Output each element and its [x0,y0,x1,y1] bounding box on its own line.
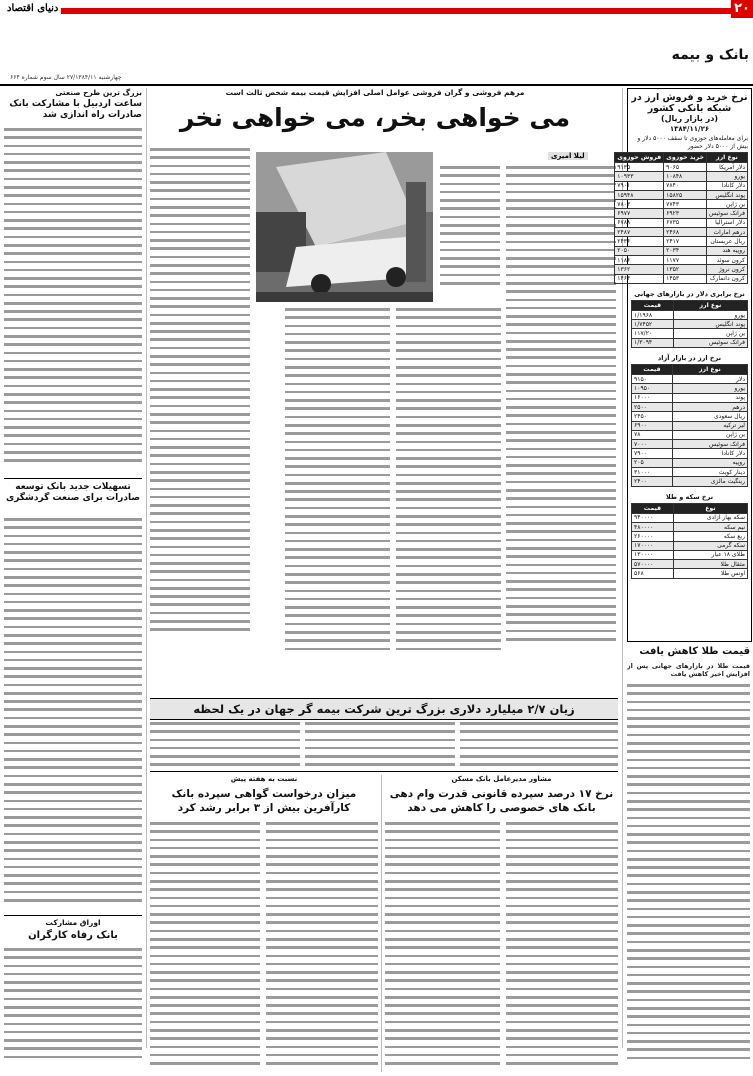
gold-cell: ۵۷۰۰۰۰ [632,560,674,569]
banner-text-1 [460,722,618,768]
rates3-cell: ین ژاپن [672,430,747,439]
rates-cell: ریال عربستان [706,237,747,246]
gold-cell: سکه بهار آزادی [673,513,747,522]
rates2-cell: یورو [673,310,747,319]
rates3-cell: یورو [672,384,747,393]
gold-row [632,513,748,522]
rates3-row [632,430,748,439]
sidebar-title-2: تسهیلات جدید بانک توسعه صادرات برای صنعت گردشگری [5,482,141,503]
gold-title: نرخ سکه و طلا [665,492,714,501]
bottom-divider [381,775,382,1072]
rates3-cell: ۶۹۰۰ [632,421,673,430]
rates-box [617,88,752,642]
bottom-left-text-1 [266,822,378,1072]
banner-text-2 [305,722,455,768]
author-line: لیلا امیری [548,152,588,160]
rates3-cell: روپیه [672,458,747,467]
rates3-header-price: قیمت [632,365,673,375]
rates3-cell: ۲۴۵۰ [632,412,673,421]
rates-cell: ۱۵۸۲۵ [664,190,707,199]
rates-cell: کرون دانمارک [706,274,747,283]
rates3-row [632,449,748,458]
gold-cell: نیم سکه [673,522,747,531]
rates-cell: ۷۸۴۰ [664,181,707,190]
rates-row [615,228,748,237]
rates3-cell: ۲۰۵ [632,458,673,467]
rates-cell: ۲۴۶۸ [664,228,707,237]
issue-line: چهارشنبه ۲۷/۱۳۸۴/۱۱ سال سوم شماره ۶۶۴ [10,74,122,81]
rates3-cell: درهم [672,402,747,411]
rates3-cell: ۷۹۰۰ [632,449,673,458]
rates3-cell: ۱۶۰۰۰ [632,393,673,402]
gold-cell: ۲۶۰۰۰۰ [632,532,674,541]
rates-cell: درهم امارات [706,228,747,237]
rates-row [615,265,748,274]
rates-row [615,190,748,199]
section-title: بانک و بیمه [671,47,749,63]
rates-row [615,246,748,255]
rates-date: ۱۳۸۴/۱۱/۲۶ [669,125,710,133]
gold-cell: ۱۳۰۰۰۰ [632,550,674,559]
rates3-row [632,440,748,449]
gold-row [632,550,748,559]
lead-column-6 [256,308,281,318]
rates-cell: ۲۰۵۰ [615,246,664,255]
rates-cell: ۱۱۸۶ [615,255,664,264]
rates3-cell: ۲۵۰۰ [632,402,673,411]
rates-cell: ۲۴۱۷ [664,237,707,246]
gold-cell: مثقال طلا [673,560,747,569]
rates3-cell: دلار کانادا [672,449,747,458]
rates2-cell: ین ژاپن [673,329,747,338]
red-rule [21,8,731,14]
masthead-bar [0,0,753,20]
rates2-cell: ۱/۳۰۹۴ [632,338,674,347]
sidebar-title-3: بانک رفاه کارگران [28,930,118,941]
rates3-cell: لیر ترکیه [672,421,747,430]
gold-row [632,532,748,541]
rates3-cell: دلار [672,375,747,384]
rates3-row [632,375,748,384]
rates-cell: ۷۸۰۳ [615,200,664,209]
page-number: ۲۰ [734,1,750,16]
sidebar-rule-2 [4,915,142,916]
rates3-cell: ۲۴۰۰ [632,477,673,486]
sidebar-text-2 [4,518,142,913]
rates2-title: نرخ برابری دلار در بازارهای جهانی [634,289,745,298]
rates2-cell: فرانک سوئیس [673,338,747,347]
gold-story-lead: قیمت طلا در بازارهای جهانی پس از افزایش اخیر کاهش یافت [627,662,750,679]
rates-header-buy: خرید حوزوی [664,153,707,163]
rates-cell: ۱۴۵۳ [664,274,707,283]
rates-cell: ۱۰۹۳۳ [615,172,664,181]
rates3-row [632,468,748,477]
bottom-right-kicker: مشاور مدیرعامل بانک مسکن [451,775,552,783]
lead-column-2 [506,166,616,696]
rates-header-currency: نوع ارز [706,153,747,163]
bottom-left-headline: میزان درخواست گواهی سپرده بانک کارآفرین بیش از ۳ برابر رشد کرد [171,788,357,814]
rates-row [615,218,748,227]
gold-row [632,541,748,550]
page-number-box [731,0,753,18]
rates-cell: دلار استرالیا [706,218,747,227]
rates3-cell: ۷۰۰۰ [632,440,673,449]
bottom-right-text-2 [385,822,500,1072]
banner-box [150,698,618,720]
gold-header-price: قیمت [632,503,674,513]
rates3-row [632,402,748,411]
rates-cell: ۶۹۷۷ [615,209,664,218]
rates-title: نرخ خرید و فروش ارز در شبکه بانکی کشور [631,92,748,114]
rates3-title: نرخ ارز در بازار آزاد [657,354,722,363]
rates3-cell: ۳۱۰۰۰ [632,468,673,477]
gold-cell: ربع سکه [673,532,747,541]
rates-row [615,200,748,209]
rates3-header-currency: نوع ارز [672,365,747,375]
rates-cell: ین ژاپن [706,200,747,209]
banner-headline: زیان ۲/۷ میلیارد دلاری بزرگ ترین شرکت بیمه گر جهان در یک لحظه [193,702,575,716]
gold-cell: سکه گرمی [673,541,747,550]
section-rule [0,84,753,86]
rates-row [615,237,748,246]
rates3-row [632,458,748,467]
gold-header-type: نوع [673,503,747,513]
rates-row [615,163,748,172]
rates-cell: ۲۴۳۶ [615,237,664,246]
rates3-table [631,364,748,487]
paper-name: دنیای اقتصاد [4,3,61,14]
rates-header-sell: فروش حوزوی [615,153,664,163]
lead-column-4 [285,308,390,696]
rates2-cell: ۱/۷۴۵۲ [632,320,674,329]
rates3-cell: فرانک سوئیس [672,440,747,449]
rates2-row [632,338,748,347]
sidebar-text-3 [4,948,142,1072]
rates-cell: کرون سوئد [706,255,747,264]
sidebar-rule-1 [4,478,142,479]
rates2-cell: ۱/۱۹۶۸ [632,310,674,319]
rates-cell: ۱۳۵۲ [664,265,707,274]
rates3-row [632,412,748,421]
lead-column-5 [150,148,250,696]
rates2-header-price: قیمت [632,300,674,310]
sidebar-title-1: ساعت اردبیل با مشارکت بانک صادرات راه اندازی شد [9,99,142,120]
rates-cell: ۲۴۸۷ [615,228,664,237]
rates-cell: دلار کانادا [706,181,747,190]
bottom-left-text-2 [150,822,260,1072]
rates-cell: ۱۳۶۲ [615,265,664,274]
rates-row [615,274,748,283]
gold-cell: ۱۷۰۰۰۰ [632,541,674,550]
rates-cell: یورو [706,172,747,181]
gold-row [632,569,748,578]
banner-bottom-rule [150,771,618,772]
rates2-table [631,300,748,348]
rates3-row [632,393,748,402]
lead-column-3 [396,308,501,696]
gold-story-headline: قیمت طلا کاهش یافت [639,646,750,657]
gold-cell: طلای ۱۸ عیار [673,550,747,559]
rates-cell: ۷۹۰۱ [615,181,664,190]
rates-cell: ۶۷۸۸ [615,218,664,227]
lead-headline: می خواهی بخر، می خواهی نخر [179,103,571,132]
sidebar-kicker-3: اوراق مشارکت [45,918,101,927]
rates-cell: روپیه هند [706,246,747,255]
rates-cell: ۹۱۳۵ [615,163,664,172]
rates2-row [632,310,748,319]
rates3-row [632,477,748,486]
gold-row [632,522,748,531]
bottom-left-kicker: نسبت به هفته پیش [230,775,298,783]
sidebar-kicker-1: بزرگ ترین طرح صنعتی [55,88,142,97]
rates-row [615,172,748,181]
banner-text-3 [150,722,300,768]
rates-cell: ۶۷۳۵ [664,218,707,227]
rates3-cell: ۱۰۹۵۰ [632,384,673,393]
col-divider-1 [146,88,147,1048]
rates-row [615,209,748,218]
rates-subtitle: (در بازار ریال) [660,114,719,123]
rates-note: برای معامله‌های حوزوی تا سقف ۵۰۰۰ دلار و بیش از ۵۰۰۰ دلار حضور [637,135,748,150]
rates3-cell: ریال سعودی [672,412,747,421]
rates-row [615,255,748,264]
rates2-row [632,329,748,338]
rates-cell: ۹۰۶۵ [664,163,707,172]
rates3-cell: دینار کویت [672,468,747,477]
rates2-header-currency: نوع ارز [673,300,747,310]
rates-cell: دلار آمریکا [706,163,747,172]
rates2-row [632,320,748,329]
gold-cell: ۴۸۰۰۰۰ [632,522,674,531]
rates-cell: ۱۴۶۴ [615,274,664,283]
gold-table [631,503,748,579]
gold-story-text [627,684,750,1072]
rates2-cell: پوند انگلیس [673,320,747,329]
rates-cell: پوند انگلیس [706,190,747,199]
rates-cell: ۷۷۴۳ [664,200,707,209]
rates3-row [632,384,748,393]
rates-cell: کرون نروژ [706,265,747,274]
sidebar-text-1 [4,128,142,473]
rates-table [614,152,748,284]
gold-row [632,560,748,569]
gold-cell: اونس طلا [673,569,747,578]
rates-cell: ۱۵۹۴۸ [615,190,664,199]
rates2-cell: ۱۱۷/۲۰ [632,329,674,338]
rates3-cell: رینگیت مالزی [672,477,747,486]
bottom-right-text-1 [506,822,618,1072]
rates-cell: ۶۹۲۳ [664,209,707,218]
lead-photo [256,152,433,302]
rates3-cell: ۹۱۵۰ [632,375,673,384]
rates-cell: ۲۰۳۴ [664,246,707,255]
lead-kicker: مرهم فروشی و گران فروشی عوامل اصلی افزایش قیمت بیمه شخص ثالث است [225,88,525,97]
rates-cell: ۱۰۸۴۸ [664,172,707,181]
gold-cell: ۵۶۸ [632,569,674,578]
rates-row [615,181,748,190]
bottom-right-headline: نرخ ۱۷ درصد سپرده قانونی قدرت وام دهی بانک های خصوصی را کاهش می دهد [389,788,614,814]
rates-cell: ۱۱۷۷ [664,255,707,264]
lead-column-1 [440,166,500,301]
rates-cell: فرانک سوئیس [706,209,747,218]
rates3-cell: پوند [672,393,747,402]
rates3-row [632,421,748,430]
crash-illustration [256,152,433,302]
gold-cell: ۹۴۰۰۰۰ [632,513,674,522]
rates3-cell: ۷۸ [632,430,673,439]
